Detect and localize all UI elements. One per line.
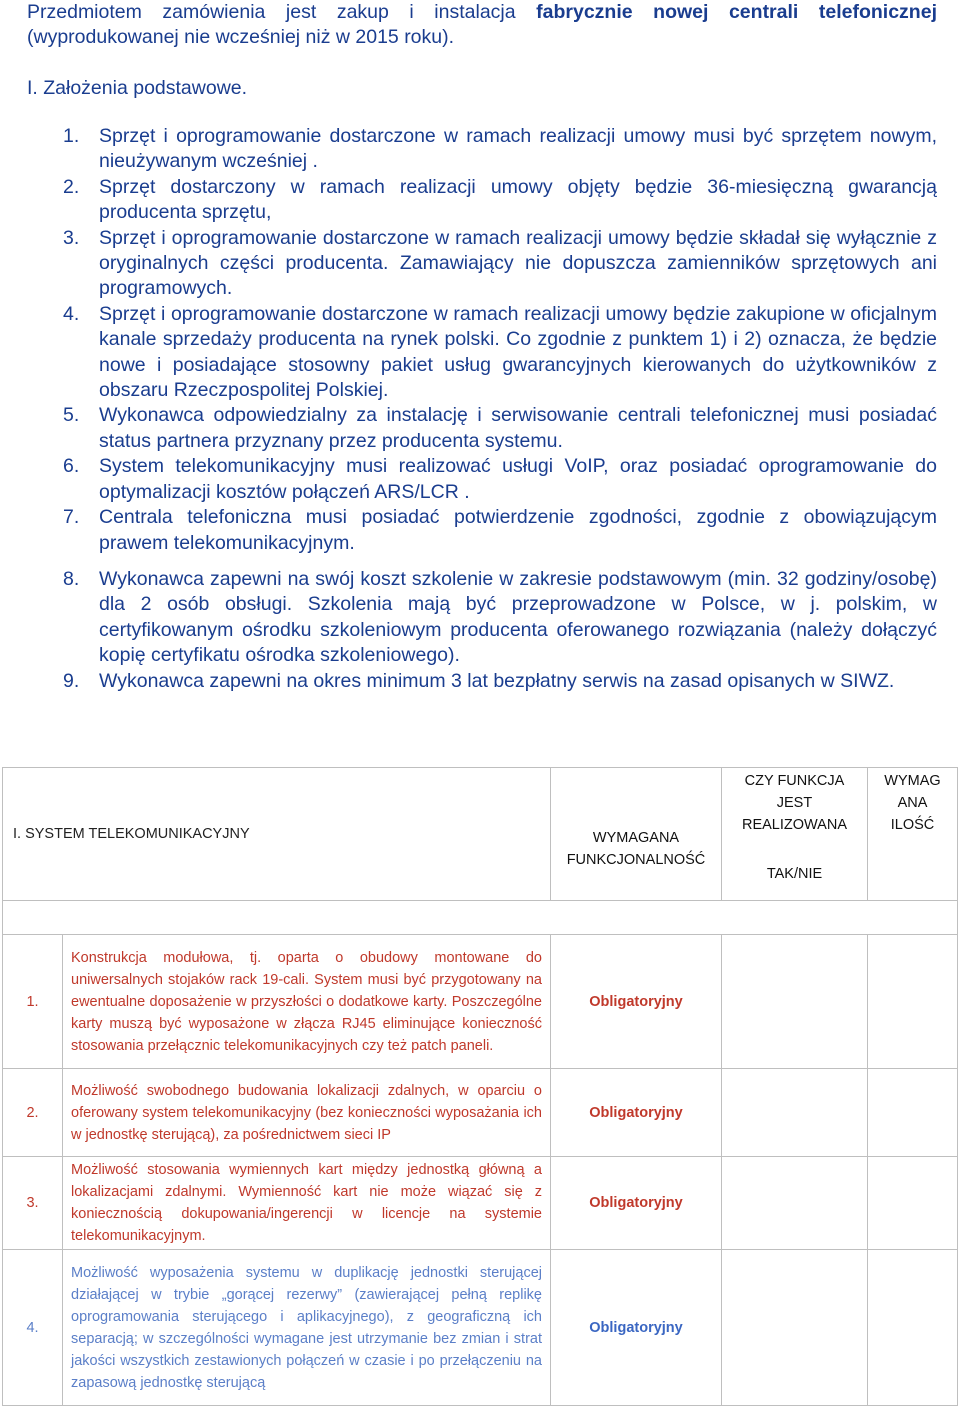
row-description: Możliwość wyposażenia systemu w duplikację jednostki sterującej działającej w trybie „gorącej rezerwy” (zawierającej pełną replikę oprogramowania sterującego i aplikacyjnego), z geograficzną ich separacją; w szczególności wymagane jest utrzymanie bez zmian i strat jakości wszystkich zestawionych połączeń w czasie i po przełączeniu na zapasową jednostkę sterującą xyxy=(63,1250,551,1406)
list-item-number: 6. xyxy=(63,455,80,478)
row-requirement: Obligatoryjny xyxy=(551,1250,722,1406)
row-realized-cell[interactable] xyxy=(722,1250,868,1406)
row-realized-cell[interactable] xyxy=(722,1157,868,1250)
intro-paragraph xyxy=(27,0,937,50)
table-header-row xyxy=(3,768,958,901)
row-number: 1. xyxy=(3,935,63,1069)
list-item xyxy=(27,505,937,556)
row-quantity-cell[interactable] xyxy=(868,1157,958,1250)
list-item-text: System telekomunikacyjny musi realizować usługi VoIP, oraz posiadać oprogramowanie do optymalizacji kosztów połączeń ARS/LCR . xyxy=(99,455,937,503)
list-item-text: Sprzęt i oprogramowanie dostarczone w ramach realizacji umowy będzie składał się wyłącznie z oryginalnych części producenta. Zamawiający nie dopuszcza zamienników sprzętowych ani programowych. xyxy=(99,226,937,300)
list-item-number: 1. xyxy=(63,125,80,147)
table-row xyxy=(3,935,958,1069)
intro-text-end: (wyprodukowanej nie wcześniej niż w 2015 roku). xyxy=(27,26,455,48)
list-item-number: 3. xyxy=(63,226,80,249)
list-item-text: Sprzęt i oprogramowanie dostarczone w ramach realizacji umowy będzie zakupione w oficjalnym kanale sprzedaży producenta na rynek polski. Co zgodnie z punktem 1) i 2) oznacza, że będzie nowe i posiadające stosowny pakiet usług gwarancyjnych kierowanych do użytkowników z obszaru Rzeczpospolitej Polskiej. xyxy=(99,302,937,402)
list-item xyxy=(27,302,937,404)
row-requirement: Obligatoryjny xyxy=(551,935,722,1069)
list-item-text: Wykonawca zapewni na okres minimum 3 lat bezpłatny serwis na zasad opisanych w SIWZ. xyxy=(99,669,895,692)
column-header-realized-sub: TAK/NIE xyxy=(766,866,823,882)
list-item-text: Sprzęt i oprogramowanie dostarczone w ramach realizacji umowy musi być sprzętem nowym, nieużywanym wcześniej . xyxy=(99,125,937,173)
row-description: Konstrukcja modułowa, tj. oparta o obudowy montowane do uniwersalnych stojaków rack 19-cali. System musi być przygotowany na ewentualne doposażenie w przyszłości o dodatkowe karty. Poszczególne karty muszą być wyposażone w złącza RJ45 eliminujące konieczność stosowania przełącznic telekomunikacyjnych czy też patch paneli. xyxy=(63,935,551,1069)
list-item-number: 7. xyxy=(63,506,80,529)
row-description: Możliwość stosowania wymiennych kart między jednostką główną a lokalizacjami zdalnymi. Wymienność kart nie może wiązać się z koniecznością dokupowania/ingerencji w licencje na systemie telekomunikacyjnym. xyxy=(63,1157,551,1250)
row-number: 3. xyxy=(3,1157,63,1250)
table-row xyxy=(3,1250,958,1406)
table-spacer-row xyxy=(3,901,958,935)
requirements-list xyxy=(27,124,937,694)
list-item xyxy=(27,403,937,454)
column-header-quantity: WYMAG ANA ILOŚĆ xyxy=(868,768,958,901)
list-item-number: 4. xyxy=(63,302,80,325)
column-header-realized-label: CZY FUNKCJA JEST REALIZOWANA xyxy=(741,773,847,833)
list-item xyxy=(27,454,937,505)
row-number: 2. xyxy=(3,1069,63,1157)
list-item xyxy=(27,226,937,302)
list-item xyxy=(27,567,937,669)
intro-text-start: Przedmiotem zamówienia jest zakup i instalacja xyxy=(27,1,537,23)
row-realized-cell[interactable] xyxy=(722,935,868,1069)
row-number: 4. xyxy=(3,1250,63,1406)
table-row xyxy=(3,1069,958,1157)
row-quantity-cell[interactable] xyxy=(868,1069,958,1157)
row-quantity-cell[interactable] xyxy=(868,1250,958,1406)
table-row xyxy=(3,1157,958,1250)
list-item xyxy=(27,175,937,226)
row-requirement: Obligatoryjny xyxy=(551,1069,722,1157)
list-item-number: 2. xyxy=(63,175,80,198)
list-item xyxy=(27,124,937,175)
list-item-number: 9. xyxy=(63,669,80,692)
table-title: I. SYSTEM TELEKOMUNIKACYJNY xyxy=(3,768,551,901)
list-item-text: Wykonawca odpowiedzialny za instalację i serwisowanie centrali telefonicznej musi posiadać status partnera przyznany przez producenta systemu. xyxy=(99,404,937,452)
section-heading: I. Założenia podstawowe. xyxy=(27,77,248,99)
intro-text-bold: fabrycznie nowej centrali telefonicznej xyxy=(536,1,937,23)
list-item-text: Wykonawca zapewni na swój koszt szkolenie w zakresie podstawowym (min. 32 godziny/osobę) dla 2 osób obsługi. Szkolenia mają być przeprowadzone w Polsce, w j. polskim, w certyfikowanym ośrodku szkoleniowym producenta oferowanego rozwiązania (należy dołączyć kopię certyfikatu ośrodka szkoleniowego). xyxy=(99,567,937,667)
row-quantity-cell[interactable] xyxy=(868,935,958,1069)
list-item xyxy=(27,669,937,694)
list-item-text: Sprzęt dostarczony w ramach realizacji umowy objęty będzie 36-miesięczną gwarancją producenta sprzętu, xyxy=(99,175,937,224)
list-item-number: 8. xyxy=(63,567,80,590)
column-header-realized xyxy=(722,768,868,901)
list-item-text: Centrala telefoniczna musi posiadać potwierdzenie zgodności, zgodnie z obowiązującym prawem telekomunikacyjnym. xyxy=(99,506,937,554)
row-requirement: Obligatoryjny xyxy=(551,1157,722,1250)
specification-table xyxy=(2,767,958,1406)
column-header-required: WYMAGANA FUNKCJONALNOŚĆ xyxy=(551,768,722,901)
row-description: Możliwość swobodnego budowania lokalizacji zdalnych, w oparciu o oferowany system telekomunikacyjny (bez konieczności wyposażania ich w jednostkę sterującą), za pośrednictwem sieci IP xyxy=(63,1069,551,1157)
list-item-number: 5. xyxy=(63,404,80,427)
row-realized-cell[interactable] xyxy=(722,1069,868,1157)
